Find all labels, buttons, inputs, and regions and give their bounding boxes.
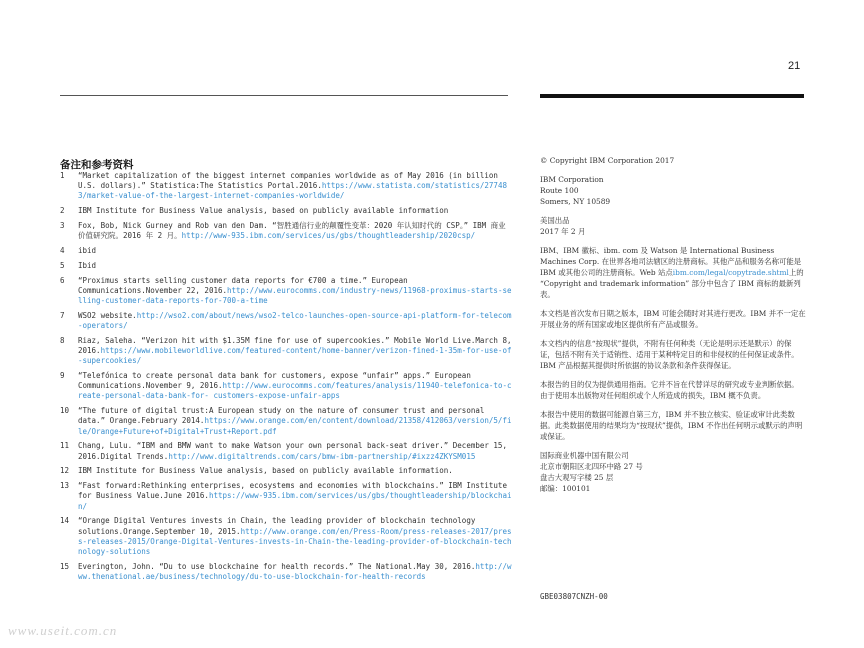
guidance-paragraph: 本报告的目的仅为提供通用指南。它并不旨在代替详尽的研究或专业判断依据。由于使用本出版物对任何组织或个人所造成的损失，IBM 概不负责。 [540,380,799,400]
note-text: IBM Institute for Business Value analysis, based on publicly available information. [78,466,453,476]
china-postcode: 邮编：100101 [540,484,591,493]
note-item [60,311,512,331]
china-address-line: 国际商业机器中国有限公司 [540,451,629,460]
china-address-line: 北京市朝阳区北四环中路 27 号 [540,462,643,471]
note-text: WSO2 website. [78,310,137,320]
note-link[interactable]: http://www.eurocomms.com/features/analysis/11940-telefonica-to-create-personal-data-bank-for- customers-expose-unfair-apps [78,381,512,401]
note-link[interactable]: http://www.orange.com/en/Press-Room/press-releases-2017/press-releases-2015/Orange-Digital-Ventures-invests-in-Chain-the-leading-provider-of-blockchain-technology-solutions [78,526,512,557]
note-text: “Orange Digital Ventures invests in Chain, the leading provider of blockchain technology solutions.Orange.September 10, 2015. [78,516,476,536]
notes-list [60,171,512,587]
note-text: “Proximus starts selling customer data reports for €700 a time.” European Communications.November 22, 2016. [78,275,408,295]
note-text: “Market capitalization of the biggest internet companies worldwide as of May 2016 (in billion U.S. dollars).” Statistica:The Statistics Portal.2016. [78,171,498,191]
document-code: GBE03807CNZH-00 [540,592,608,601]
note-item [60,221,512,241]
note-item [60,516,512,557]
address-line: IBM Corporation [540,175,604,184]
note-number: 6 [60,275,65,285]
note-item [60,276,512,307]
note-text: Fox, Bob, Nick Gurney and Rob van den Dam. “智胜通信行业的颠覆性变革：2020 年认知时代的 CSP。” IBM 商业价值研究院。2016 年 2 月。 [78,221,506,241]
note-text: IBM Institute for Business Value analysis, based on publicly available information [78,206,449,216]
note-number: 11 [60,441,70,451]
note-text: Everington, John. “Du to use blockchaine for health records.” The National.May 30, 2016. [78,561,476,571]
left-divider [60,95,508,96]
note-item [60,336,512,367]
as-is-paragraph: 本文档内的信息“按现状”提供，不附有任何种类（无论是明示还是默示）的保证，包括不附有关于适销性、适用于某种特定目的和非侵权的任何保证或条件。IBM 产品根据其提供时所依据的协议条款和条件获得保证。 [540,339,799,370]
page-number: 21 [788,60,801,72]
note-number: 15 [60,561,70,571]
note-item [60,466,512,476]
note-item [60,406,512,437]
trademark-tail: 上的 “Copyright and trademark information” 部分中包含了 IBM 商标的最新列表。 [540,268,804,299]
china-address [540,450,806,494]
note-text: Riaz, Saleha. “Verizon hit with $1.35M fine for use of supercookies.” Mobile World Live.March 8, 2016. [78,335,512,355]
note-link[interactable]: http://wso2.com/about/news/wso2-telco-launches-open-source-api-platform-for-telecom-operators/ [78,310,512,330]
note-link[interactable]: http://www-935.ibm.com/services/us/gbs/thoughtleadership/2020csp/ [181,231,476,241]
note-item [60,441,512,461]
note-item [60,562,512,582]
note-item [60,171,512,202]
printed-line: 美国出品 [540,216,570,225]
trademark-text: IBM、IBM 徽标、ibm. com 及 Watson 是 International Business Machines Corp. 在世界各地司法辖区的注册商标。其他产品和服务名称可能是 IBM 或其他公司的注册商标。Web 站点 [540,246,802,277]
note-link[interactable]: https://www.mobileworldlive.com/featured-content/home-banner/verizon-fined-1-35m-for-use-of-supercookies/ [78,346,512,366]
note-number: 13 [60,481,70,491]
watermark: www.useit.com.cn [8,623,118,638]
note-link[interactable]: https://www-935.ibm.com/services/us/gbs/thoughtleadership/blockchain/ [78,491,512,511]
note-number: 14 [60,516,70,526]
printed-date: 2017 年 2 月 [540,227,586,236]
note-number: 2 [60,206,65,216]
note-link[interactable]: https://www.orange.com/en/content/download/21358/412063/version/5/file/Orange+Future+of+Digital+Trust+Report.pdf [78,416,512,436]
trademark-link[interactable]: ibm.com/legal/copytrade.shtml [672,268,789,277]
note-number: 1 [60,171,65,180]
trademark-paragraph [540,245,806,300]
note-text: “Fast forward:Rethinking enterprises, ecosystems and economies with blockchains.” IBM Institute for Business Value.June 2016. [78,481,507,501]
note-item [60,261,512,271]
note-number: 12 [60,466,70,476]
note-link[interactable]: https://www.statista.com/statistics/277483/market-value-of-the-largest-internet-companies-worldwide/ [78,181,507,201]
note-text: “The future of digital trust:A European study on the nature of consumer trust and personal data.” Orange.February 2014. [78,406,485,426]
note-text: Chang, Lulu. “IBM and BMW want to make Watson your own personal back-seat driver.” December 15, 2016.Digital Trends. [78,441,507,461]
address-line: Somers, NY 10589 [540,197,611,206]
note-text: ibid [78,246,97,255]
note-text: Ibid [78,260,97,270]
right-divider [540,94,804,98]
note-number: 10 [60,406,70,416]
note-text: “Telefónica to create personal data bank for customers, expose “unfair” apps.” European Communications.November 9, 2016. [78,371,471,391]
note-number: 4 [60,246,65,255]
china-address-line: 盘古大观写字楼 25 层 [540,473,614,482]
version-paragraph: 本文档是首次发布日期之版本，IBM 可能会随时对其进行更改。IBM 并不一定在开展业务的所有国家或地区提供所有产品或服务。 [540,309,806,329]
note-link[interactable]: http://www.digitaltrends.com/cars/bmw-ibm-partnership/#ixzz4ZKYSM015 [168,451,476,461]
note-number: 3 [60,221,65,230]
legal-column [540,155,806,502]
note-item [60,206,512,216]
copyright-notice: © Copyright IBM Corporation 2017 [540,156,675,165]
note-number: 8 [60,335,65,345]
note-link[interactable]: http://www.eurocomms.com/industry-news/11968-proximus-starts-selling-customer-data-reports-for-700-a-time [78,285,512,305]
notes-title: 备注和参考资料 [60,159,134,171]
note-item [60,481,512,512]
note-number: 5 [60,260,65,270]
note-link[interactable]: http://www.thenational.ae/business/technology/du-to-use-blockchain-for-health-records [78,561,512,582]
address-line: Route 100 [540,186,579,195]
printed-info [540,215,806,237]
note-number: 9 [60,371,65,380]
note-number: 7 [60,310,65,320]
note-item [60,371,512,402]
note-item [60,246,512,256]
third-party-paragraph: 本报告中使用的数据可能源自第三方，IBM 并不独立核实、验证或审计此类数据。此类数据使用的结果均为“按现状”提供，IBM 不作出任何明示或默示的声明或保证。 [540,410,803,441]
corporate-address [540,174,806,207]
